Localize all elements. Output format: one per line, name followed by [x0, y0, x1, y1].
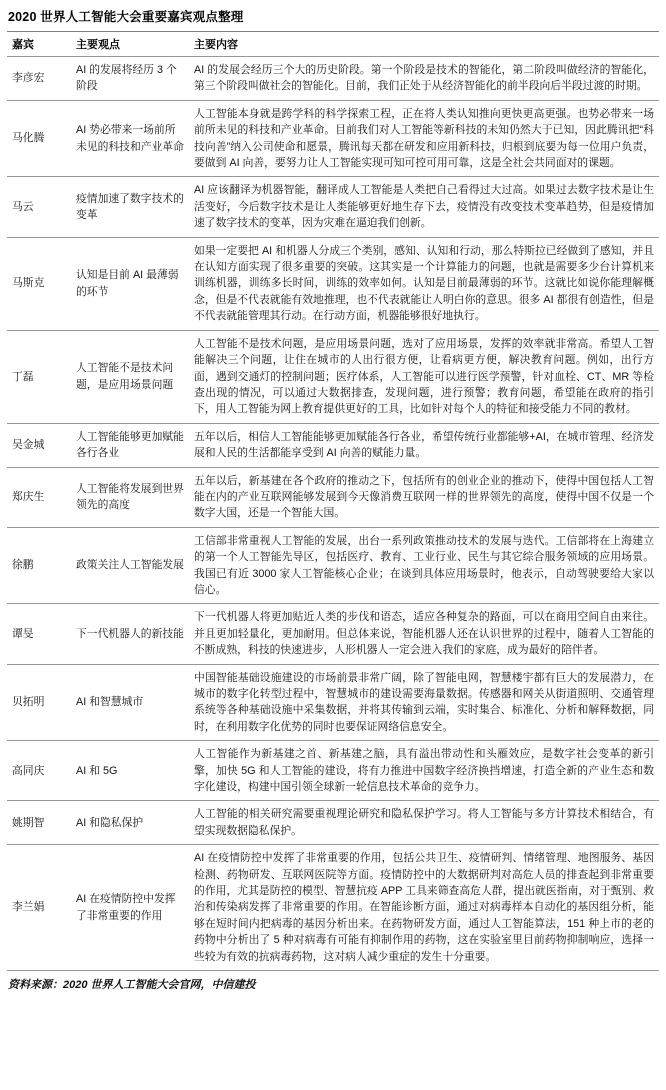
- table-row: [7, 423, 659, 467]
- viewpoint-cell: AI 在疫情防控中发挥了非常重要的作用: [76, 893, 176, 922]
- viewpoint-cell: AI 势必带来一场前所未见的科技和产业革命: [76, 124, 184, 153]
- table-header: [7, 32, 659, 57]
- guest-name-cell: 李兰娟: [12, 901, 45, 914]
- guest-name-cell: 马斯克: [12, 277, 45, 290]
- table-row: [7, 801, 659, 845]
- content-cell: 人工智能的相关研究需要重视理论研究和隐私保护学习。将人工智能与多方计算技术相结合，有望实现数据隐私保护。: [194, 808, 654, 837]
- table-row: [7, 467, 659, 527]
- guest-name-cell: 姚期智: [12, 816, 45, 829]
- column-header-guest: 嘉宾: [12, 39, 34, 51]
- table-row: [7, 845, 659, 971]
- viewpoint-cell: 下一代机器人的新技能: [76, 627, 184, 640]
- content-cell: AI 在疫情防控中发挥了非常重要的作用，包括公共卫生、疫情研判、情绪管理、地图服务、基因检测、药物研发、互联网医院等方面。疫情防控中的大数据研判对高危人员的排查起到非常重要的作用，尤其是防控的模型、智慧抗疫 APP 工具来筛查高危人群，提出就医指南，对于甄别、救治和传染病发挥了非常重要的作用。在智能诊断方面，通过对病毒样本自动化的基因组分析，能够在短时间内把病毒的基因分析出来。在药物研发方面，通过人工智能算法，151 种上市的老的药物中分析出了 5 种对病毒有可能有抑制作用的药物，这在实验室里目前药物抑制响应，选择一些较为有效的抗病毒药物，这对病人减少重症的发生十分重要。: [194, 852, 654, 963]
- content-cell: 工信部非常重视人工智能的发展，出台一系列政策推动技术的发展与迭代。工信部将在上海建立的第一个人工智能先导区，包括医疗、教育、工业行业、民生与其它综合服务领域的应用场景。我国已有近 3000 家人工智能核心企业；在谈到具体应用场景时，他表示，自动驾驶要给大家以信心。: [194, 534, 654, 596]
- content-cell: 中国智能基础设施建设的市场前景非常广阔，除了智能电网，智慧楼宇都有巨大的发展潜力，在城市的数字化转型过程中，智慧城市的建设需要海量数据。传感器和网关从街道照明、交通管理系统等各种基础设施中采集数据，并将其传输到云端，实时集合、标准化、分析和解释数据，同时，在利用数字化优势的同时也要保证网络信息安全。: [194, 671, 654, 733]
- table-row: [7, 741, 659, 801]
- guest-name-cell: 谭旻: [12, 627, 34, 640]
- guest-name-cell: 郑庆生: [12, 490, 45, 503]
- guest-name-cell: 吴金城: [12, 438, 45, 451]
- viewpoint-cell: 人工智能将发展到世界领先的高度: [76, 482, 184, 512]
- guest-name-cell: 马云: [12, 200, 34, 213]
- content-cell: 下一代机器人将更加贴近人类的步伐和语态，适应各种复杂的路面，可以在商用空间自由来往。并且更加轻量化，更加耐用。但总体来说，智能机器人还在认识世界的过程中，随着人工智能的不断成熟，科技的快速进步，人形机器人一定会进入我们的家庭，成为最好的陪伴者。: [194, 611, 654, 657]
- table-row: [7, 604, 659, 664]
- source-note: 资料来源：2020 世界人工智能大会官网，中信建投: [8, 979, 256, 992]
- viewpoint-cell: AI 的发展将经历 3 个阶段: [76, 64, 177, 93]
- content-cell: 人工智能不是技术问题，是应用场景问题，选对了应用场景，发挥的效率就非常高。希望人工智能解决三个问题，让住在城市的人出行很方便，让看病更方便，解决教育问题。例如，出行方面，遇到交通灯的控制问题；医疗体系，人工智能可以进行医学预警，针对血栓、CT、MR 等检查出现的情况，可以通过大数据排查，发现问题，进行预警；教育问题，希望能在政府的指引下，用人工智能为网上教育提供更好的工具，比如针对每个人的特征和接受能力不同的教材。: [194, 337, 654, 416]
- viewpoint-cell: 人工智能能够更加赋能各行各业: [76, 430, 184, 460]
- table-row: [7, 237, 659, 330]
- content-cell: 五年以后，新基建在各个政府的推动之下，包括所有的创业企业的推动下，使得中国包括人工智能在内的产业互联网能够发展到今天像消费互联网一样的世界领先的高度，使得中国不仅是一个数字大国，还是一个智能大国。: [194, 474, 654, 520]
- page-title: 2020 世界人工智能大会重要嘉宾观点整理: [8, 10, 244, 24]
- guest-name-cell: 徐鹏: [12, 559, 34, 572]
- content-cell: 人工智能本身就是跨学科的科学探索工程，正在将人类认知推向更快更高更强。也势必带来一场前所未见的科技和产业革命。目前我们对人工智能等新科技的未知仍然大于已知，因此腾讯把“科技向善”纳入公司使命和愿景，腾讯每天都在研发和应用新科技，归根到底要为每一位用户负责，要做到 AI 向善，要努力让人工智能实现可知可控可用可靠，这是全社会共同面对的课题。: [194, 107, 654, 170]
- content-cell: 如果一定要把 AI 和机器人分成三个类别，感知、认知和行动，那么特斯拉已经做到了感知，并且在认知方面实现了很多重要的突破。这其实是一个计算能力的问题，也就是需要多少台计算机来训练机器，训练多长时间，训练的效率如何。认知是目前最薄弱的环节。这就比如说你能理解概念，但是不代表就能有效地推理，也不代表就能让人明白你的意思。很多 AI 都很有创造性，但是不代表就能管理其行动。在行动方面，机器能够很好地执行。: [194, 244, 654, 323]
- viewpoint-cell: 疫情加速了数字技术的变革: [76, 192, 184, 222]
- guest-name-cell: 高同庆: [12, 764, 45, 777]
- viewpoint-cell: 认知是目前 AI 最薄弱的环节: [76, 269, 179, 298]
- guest-name-cell: 贝拓明: [12, 696, 45, 709]
- guest-name-cell: 丁磊: [12, 370, 34, 383]
- table-row: [7, 57, 659, 101]
- table-header-row: [7, 32, 659, 57]
- table-row: [7, 100, 659, 177]
- viewpoint-cell: 政策关注人工智能发展: [76, 559, 184, 572]
- guest-name-cell: 马化腾: [12, 132, 45, 145]
- guest-viewpoints-table: [7, 31, 659, 971]
- viewpoint-cell: AI 和隐私保护: [76, 816, 144, 829]
- column-header-viewpoint: 主要观点: [76, 39, 120, 51]
- guest-name-cell: 李彦宏: [12, 72, 45, 85]
- viewpoint-cell: AI 和智慧城市: [76, 696, 144, 709]
- table-row: [7, 527, 659, 604]
- guest-table-body: [7, 57, 659, 971]
- content-cell: 人工智能作为新基建之首、新基建之脑，具有溢出带动性和头雁效应，是数字社会变革的新引擎，加快 5G 和人工智能的建设，将有力推进中国数字经济换挡增速，打造全新的产业生态和数字化建设，构建中国引领全球新一轮信息技术革命的竞争力。: [194, 748, 654, 794]
- viewpoint-cell: 人工智能不是技术问题，是应用场景问题: [76, 362, 174, 391]
- content-cell: 五年以后，相信人工智能能够更加赋能各行各业，希望传统行业都能够+AI，在城市管理、经济发展和人民的生活都能享受到 AI 向善的赋能力量。: [194, 430, 654, 460]
- viewpoint-cell: AI 和 5G: [76, 764, 118, 777]
- content-cell: AI 的发展会经历三个大的历史阶段。第一个阶段是技术的智能化，第二阶段叫做经济的智能化，第三个阶段叫做社会的智能化。目前，我们正处于从经济智能化的前半段向后半段过渡的时期。: [194, 64, 654, 93]
- column-header-content: 主要内容: [194, 39, 238, 51]
- content-cell: AI 应该翻译为机器智能，翻译成人工智能是人类把自己看得过大过高。如果过去数字技术是让生活变好，今后数字技术是让人类能够更好地生存下去，疫情没有改变技术变革趋势，但是疫情加速了数字技术的变革，因为灾难在逼迫我们创新。: [194, 184, 654, 230]
- table-row: [7, 177, 659, 237]
- table-row: [7, 330, 659, 423]
- table-row: [7, 664, 659, 741]
